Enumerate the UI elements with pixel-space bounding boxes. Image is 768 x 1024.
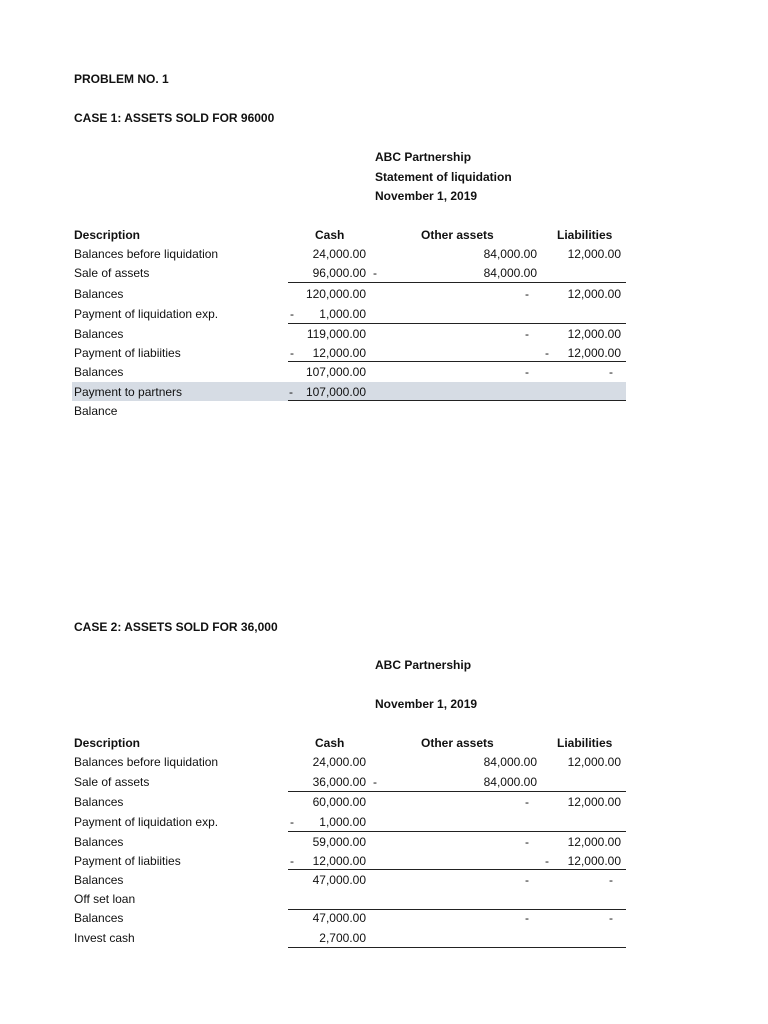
case2-row-desc: Balances [74, 911, 124, 925]
case2-row-other: - [525, 911, 529, 925]
case1-row-other: - [525, 327, 529, 341]
case2-row-cash: 60,000.00 [312, 795, 366, 809]
case1-dash: - [289, 385, 293, 399]
case1-row-cash: 107,000.00 [305, 385, 366, 399]
case2-row-cash: 59,000.00 [312, 835, 366, 849]
case1-row-other: 84,000.00 [483, 247, 537, 261]
case1-col-cash: Cash [315, 228, 345, 242]
case2-row-desc: Balances before liquidation [74, 755, 219, 769]
case2-row-desc: Balances [74, 835, 124, 849]
case1-row-cash: 119,000.00 [306, 327, 366, 341]
case2-row-desc: Off set loan [74, 892, 136, 906]
case1-row-liab: 12,000.00 [567, 327, 621, 341]
case1-row-cash: 1,000.00 [319, 307, 366, 321]
case1-row-other: - [525, 287, 529, 301]
case1-row-desc: Payment of liabiities [74, 346, 181, 360]
case2-row-desc: Payment of liquidation exp. [74, 815, 219, 829]
case1-row-liab: - [609, 365, 613, 379]
case1-col-description: Description [74, 228, 141, 242]
case1-row-desc: Payment of liquidation exp. [74, 307, 219, 321]
case2-row-cash: 36,000.00 [312, 775, 366, 789]
case2-row-cash: 12,000.00 [312, 854, 366, 868]
case1-row-cash: 107,000.00 [305, 365, 366, 379]
case1-title: CASE 1: ASSETS SOLD FOR 96000 [74, 111, 275, 125]
case2-dash: - [545, 854, 549, 868]
case2-row-other: 84,000.00 [483, 755, 537, 769]
case1-dash: - [290, 346, 294, 360]
case1-row-desc: Payment to partners [74, 385, 183, 399]
case1-dash: - [290, 307, 294, 321]
case2-date: November 1, 2019 [375, 697, 478, 711]
case2-row-desc: Balances [74, 873, 124, 887]
case2-row-other: - [525, 795, 529, 809]
case2-row-desc: Invest cash [74, 931, 135, 945]
case2-row-liab: 12,000.00 [567, 835, 621, 849]
case2-rule [288, 831, 626, 832]
case1-dash: - [373, 266, 377, 280]
case2-rule [288, 791, 626, 792]
case2-rule [288, 909, 626, 910]
case2-row-cash: 47,000.00 [312, 873, 366, 887]
case2-row-cash: 47,000.00 [312, 911, 366, 925]
case2-row-liab: 12,000.00 [567, 795, 621, 809]
case2-row-liab: 12,000.00 [567, 854, 621, 868]
case1-row-other: - [525, 365, 529, 379]
case2-col-liabilities: Liabilities [557, 736, 613, 750]
case2-row-desc: Payment of liabiities [74, 854, 181, 868]
case1-dash: - [545, 346, 549, 360]
case2-col-description: Description [74, 736, 141, 750]
case1-row-desc: Balance [74, 404, 118, 418]
case1-statement: Statement of liquidation [375, 170, 512, 184]
case2-row-liab: - [609, 873, 613, 887]
case1-rule [288, 323, 626, 324]
case1-row-cash: 96,000.00 [312, 266, 366, 280]
case1-date: November 1, 2019 [375, 189, 478, 203]
case1-row-desc: Balances [74, 365, 124, 379]
case2-dash: - [373, 775, 377, 789]
case1-col-liabilities: Liabilities [557, 228, 613, 242]
case2-row-desc: Sale of assets [74, 775, 150, 789]
case2-rule [288, 869, 626, 870]
case2-col-other: Other assets [421, 736, 494, 750]
case1-row-cash: 24,000.00 [312, 247, 366, 261]
case2-row-cash: 24,000.00 [312, 755, 366, 769]
case2-row-cash: 2,700.00 [319, 931, 366, 945]
case2-dash: - [290, 815, 294, 829]
case1-company: ABC Partnership [375, 150, 472, 164]
case1-col-other: Other assets [421, 228, 494, 242]
case1-row-liab: 12,000.00 [567, 287, 621, 301]
case2-row-liab: 12,000.00 [567, 755, 621, 769]
case1-rule [288, 361, 626, 362]
case1-row-desc: Balances before liquidation [74, 247, 219, 261]
case1-rule [288, 400, 626, 401]
case2-row-other: 84,000.00 [483, 775, 537, 789]
case1-row-cash: 120,000.00 [305, 287, 366, 301]
case2-col-cash: Cash [315, 736, 345, 750]
problem-heading: PROBLEM NO. 1 [74, 72, 169, 86]
case1-row-desc: Balances [74, 287, 124, 301]
case2-rule [288, 947, 626, 948]
case2-row-desc: Balances [74, 795, 124, 809]
case2-row-other: - [525, 835, 529, 849]
case1-row-desc: Balances [74, 327, 124, 341]
case2-company: ABC Partnership [375, 658, 472, 672]
case2-title: CASE 2: ASSETS SOLD FOR 36,000 [74, 620, 278, 634]
case2-row-other: - [525, 873, 529, 887]
case1-row-liab: 12,000.00 [567, 247, 621, 261]
case2-row-liab: - [609, 911, 613, 925]
case1-row-cash: 12,000.00 [312, 346, 366, 360]
case2-dash: - [290, 854, 294, 868]
case1-row-liab: 12,000.00 [567, 346, 621, 360]
case2-row-cash: 1,000.00 [319, 815, 366, 829]
case1-rule [288, 282, 626, 283]
case1-row-desc: Sale of assets [74, 266, 150, 280]
case1-row-other: 84,000.00 [483, 266, 537, 280]
